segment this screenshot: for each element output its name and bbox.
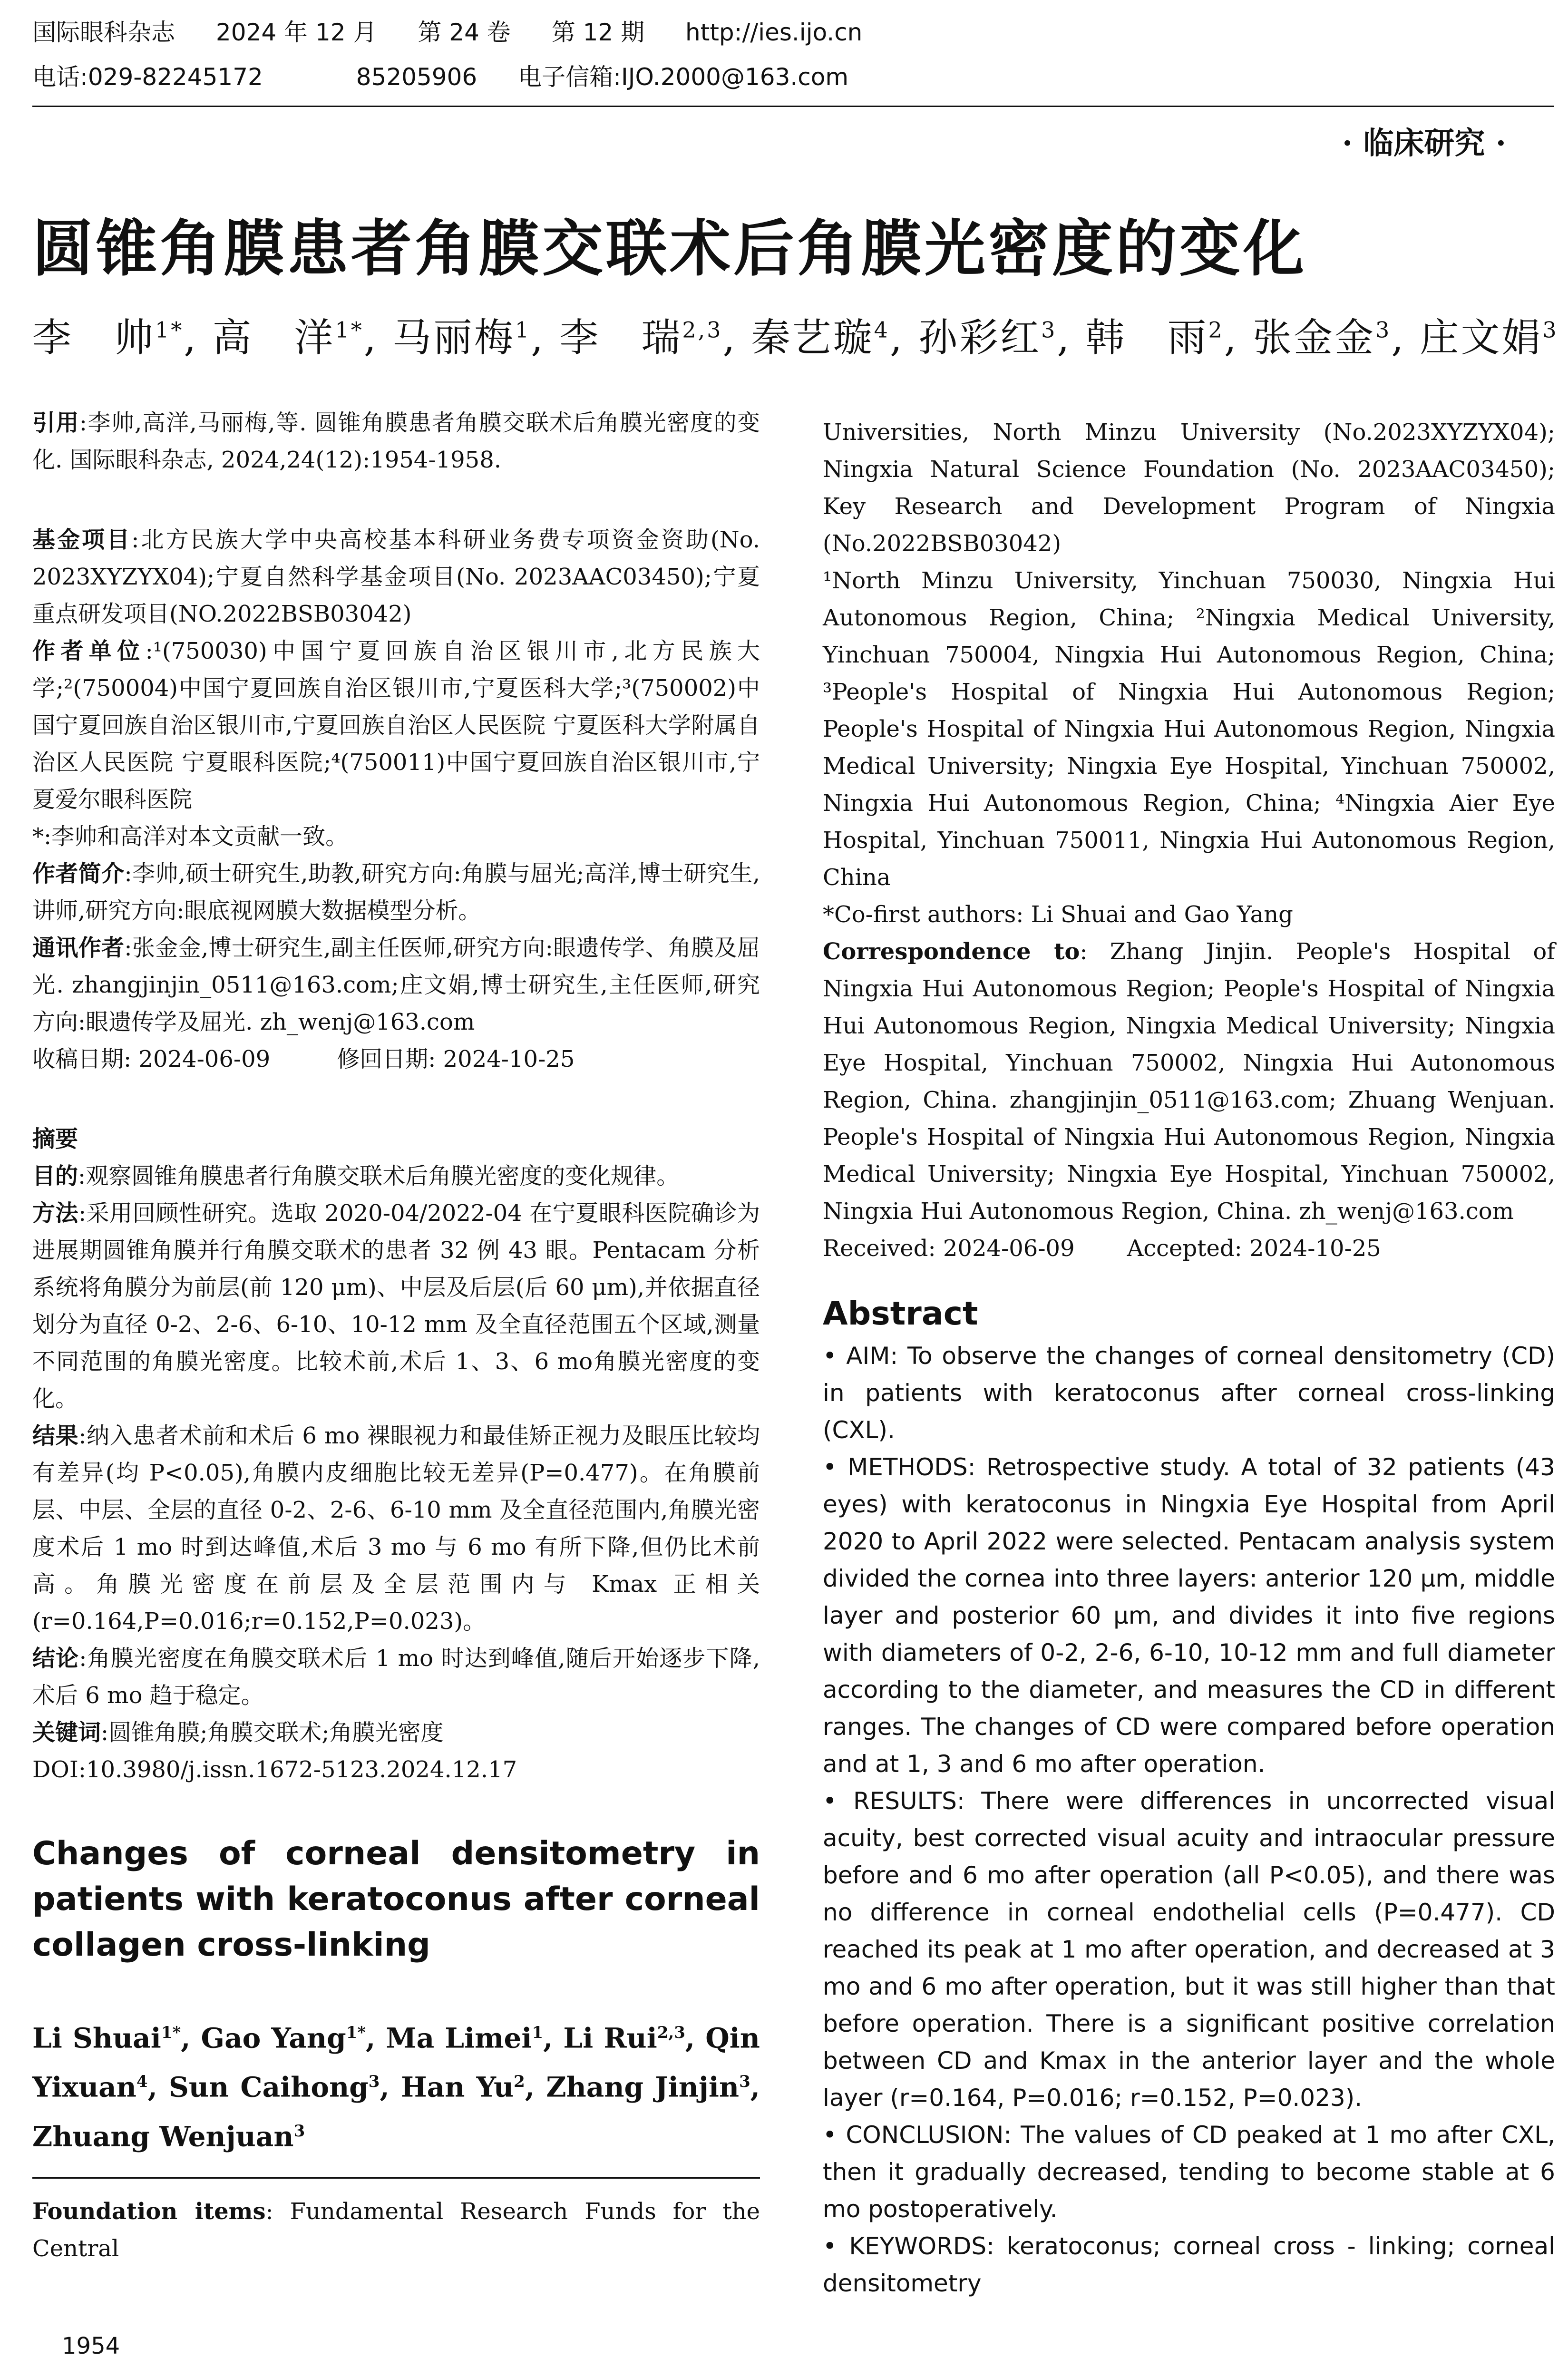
author-list-en: Li Shuai$^{1*}$, Gao Yang$^{1*}$, Ma Limei$^1$, Li Rui$^{2,3}$, Qin Yixuan$^4$, Sun Caihong$^3$, Han Yu$^2$, Zhang Jinjin$^3$, Zhuang Wenjuan$^3$ (32, 2022, 760, 2153)
corr-text: :张金金,博士研究生,副主任医师,研究方向:眼遗传学、角膜及屈光. zhangjinjin_0511@163.com;庄文娟,博士研究生,主任医师,研究方向:眼遗传学及屈光. zh_wenj@163.com (32, 935, 760, 1035)
affil-text: :¹(750030)中国宁夏回族自治区银川市,北方民族大学;²(750004)中国宁夏回族自治区银川市,宁夏医科大学;³(750002)中国宁夏回族自治区银川市,宁夏回族自治区人民医院 宁夏医科大学附属自治区人民医院 宁夏眼科医院;⁴(750011)中国宁夏回族自治区银川市,宁夏爱尔眼科医院 (32, 638, 760, 813)
results-text: :纳入患者术前和术后 6 mo 裸眼视力和最佳矫正视力及眼压比较均有差异(均 P<0.05),角膜内皮细胞比较无差异(P=0.477)。在角膜前层、中层、全层的直径 0-2、2-6、6-10 mm 及全直径范围内,角膜光密度术后 1 mo 时到达峰值,术后 3 mo 与 6 mo 有所下降,但仍比术前高。角膜光密度在前层及全层范围内与 Kmax 正相关(r=0.164,P=0.016;r=0.152,P=0.023)。 (32, 1422, 760, 1635)
revised-date: 修回日期: 2024-10-25 (337, 1046, 575, 1072)
author: 秦艺璇 (751, 315, 874, 360)
keywords-zh (32, 1714, 760, 1751)
author-en: Zhuang Wenjuan (32, 2120, 294, 2153)
corr-en-text: : Zhang Jinjin. People's Hospital of Ningxia Hui Autonomous Region; People's Hospital of Ningxia Hui Autonomous Region, Ningxia Medical University; Ningxia Eye Hospital, Yinchuan 750002, Ningxia Hui Autonomous Region, China. zhangjinjin_0511@163.com; Zhuang Wenjuan. People's Hospital of Ningxia Hui Autonomous Region, Ningxia Medical University; Ningxia Eye Hospital, Yinchuan 750002, Ningxia Hui Autonomous Region, China. zh_wenj@163.com (823, 938, 1556, 1225)
page-number: 1954 (62, 2333, 120, 2359)
corresponding (32, 929, 760, 1041)
affil-sup: 4 (136, 2072, 148, 2092)
keywords-text: :圆锥角膜;角膜交联术;角膜光密度 (101, 1719, 444, 1746)
journal-header-line1 (32, 17, 896, 48)
corr-label: 通讯作者 (32, 935, 125, 961)
conclusion-en: • CONCLUSION: The values of CD peaked at 1 mo after CXL, then it gradually decreased, tending to become stable at 6 mo postoperatively. (823, 2121, 1555, 2223)
aim-en: • AIM: To observe the changes of corneal densitometry (CD) in patients with keratoconus after corneal cross-linking (CXL). (823, 1342, 1555, 1444)
english-abstract (823, 1337, 1555, 2302)
received-date: 收稿日期: 2024-06-09 (32, 1046, 271, 1072)
citation (32, 404, 760, 478)
affil-sup: 1* (335, 317, 364, 343)
english-title: Changes of corneal densitometry in patients with keratoconus after corneal collagen cross-linking (32, 1835, 760, 1964)
issue-date: 2024 年 12 月 (215, 19, 377, 46)
section-tag: · 临床研究 · (1342, 126, 1506, 161)
citation-text: :李帅,高洋,马丽梅,等. 圆锥角膜患者角膜交联术后角膜光密度的变化. 国际眼科杂志, 2024,24(12):1954-1958. (32, 409, 760, 473)
abstract-title: Abstract (823, 1295, 978, 1333)
results-zh (32, 1417, 760, 1640)
author-en: Sun Caihong (169, 2071, 369, 2104)
affil-sup: 4 (874, 317, 890, 343)
methods-en: • METHODS: Retrospective study. A total of 32 patients (43 eyes) with keratoconus in Ningxia Eye Hospital from April 2020 to April 2022 were selected. Pentacam analysis system divided the cornea into three layers: anterior 120 μm, middle layer and posterior 60 μm, and divides it into five regions with diameters of 0-2, 2-6, 6-10, 10-12 mm and full diameter according to the diameter, and measures the CD in different ranges. The changes of CD were compared before operation and at 1, 3 and 6 mo after operation. (823, 1453, 1555, 1778)
affil-sup: 2 (1208, 317, 1224, 343)
foundation-text: : Fundamental Research Funds for the Central (32, 2198, 760, 2262)
author: 韩 雨 (1085, 315, 1208, 360)
author-en: Zhang Jinjin (546, 2071, 740, 2104)
affil-sup: 1 (532, 2023, 544, 2042)
affil-sup: 1 (515, 317, 531, 343)
header-rule (32, 106, 1554, 107)
keywords-en: • KEYWORDS: keratoconus; corneal cross - linking; corneal densitometry (823, 2232, 1555, 2297)
affil-sup: 3 (368, 2072, 380, 2092)
methods-zh (32, 1195, 760, 1417)
corr-en-label: Correspondence to (823, 938, 1080, 965)
affil-sup: 1* (161, 2023, 181, 2042)
doi[interactable]: DOI:10.3980/j.issn.1672-5123.2024.12.17 (32, 1756, 517, 1783)
abstract-heading (32, 1120, 760, 1158)
affil-sup: 3 (1041, 317, 1057, 343)
email[interactable]: 电子信箱:IJO.2000@163.com (518, 63, 849, 91)
conclusion-label: 结论 (32, 1645, 79, 1672)
affil-sup: 1* (346, 2023, 366, 2042)
methods-label: 方法 (32, 1200, 79, 1227)
methods-text: :采用回顾性研究。选取 2020-04/2022-04 在宁夏眼科医院确诊为进展期圆锥角膜并行角膜交联术的患者 32 例 43 眼。Pentacam 分析系统将角膜分为前层(前 120 μm)、中层及后层(后 60 μm),并依据直径划分为直径 0-2、2-6、6-10、10-12 mm 及全直径范围五个区域,测量不同范围的角膜光密度。比较术前,术后 1、3、6 mo角膜光密度的变化。 (32, 1200, 760, 1412)
results-en: • RESULTS: There were differences in uncorrected visual acuity, best corrected visual acuity and intraocular pressure before and 6 mo after operation (all P<0.05), and there was no difference in corneal endothelial cells (P=0.477). CD reached its peak at 1 mo after operation, and decreased at 3 mo and 6 mo after operation, but it was still higher than that before operation. There is a significant positive correlation between CD and Kmax in the anterior layer and the whole layer (r=0.164, P=0.016; r=0.152, P=0.023). (823, 1787, 1555, 2112)
abstract-heading-text: 摘要 (32, 1126, 78, 1152)
fund (32, 521, 760, 633)
author: 高 洋 (212, 315, 335, 360)
author-en: Han Yu (400, 2071, 514, 2104)
foundation-label: Foundation items (32, 2198, 266, 2225)
affiliation-en: ¹North Minzu University, Yinchuan 750030, Ningxia Hui Autonomous Region, China; ²Ningxia Medical University, Yinchuan 750004, Ningxia Hui Autonomous Region, China; ³People's Hospital of Ningxia Hui Autonomous Region; People's Hospital of Ningxia Hui Autonomous Region, Ningxia Medical University; Ningxia Eye Hospital, Yinchuan 750002, Ningxia Hui Autonomous Region, China; ⁴Ningxia Aier Eye Hospital, Yinchuan 750011, Ningxia Hui Autonomous Region, China (823, 567, 1555, 891)
author-list-zh: 李 帅$^{1*}$, 高 洋$^{1*}$, 马丽梅$^1$, 李 瑞$^{2,3}$, 秦艺璇$^4$, 孙彩红$^3$, 韩 雨$^2$, 张金金$^3$, 庄文娟$^3$ (32, 315, 1558, 360)
dates-en (823, 1230, 1555, 1267)
aim-label: 目的 (32, 1163, 78, 1189)
affil-sup: 2,3 (682, 317, 723, 343)
dates (32, 1041, 760, 1078)
divider (32, 2177, 760, 2179)
conclusion-zh (32, 1640, 760, 1714)
affil-sup: 3 (293, 2121, 305, 2141)
phone2: 85205906 (356, 63, 477, 91)
affil-sup: 2,3 (657, 2023, 685, 2042)
affil-sup: 3 (739, 2072, 750, 2092)
author-en: Qin Yixuan (32, 2022, 760, 2104)
journal-header-line2 (32, 62, 882, 92)
volume: 第 24 卷 (418, 19, 511, 46)
conclusion-text: :角膜光密度在角膜交联术后 1 mo 时达到峰值,随后开始逐步下降,术后 6 mo 趋于稳定。 (32, 1645, 760, 1709)
keywords-label: 关键词 (32, 1719, 101, 1746)
cofirst-en: *Co-first authors: Li Shuai and Gao Yang (823, 901, 1293, 928)
author-en: Li Shuai (32, 2022, 161, 2055)
right-column (823, 414, 1555, 2302)
affil-sup: 3 (1375, 317, 1392, 343)
author: 李 帅 (32, 315, 156, 360)
journal-name: 国际眼科杂志 (32, 19, 175, 46)
phone: 电话:029-82245172 (32, 63, 263, 91)
fund-text: :北方民族大学中央高校基本科研业务费专项资金资助(No. 2023XYZYX04);宁夏自然科学基金项目(No. 2023AAC03450);宁夏重点研发项目(NO.2022BSB03042) (32, 526, 760, 627)
foundation-en-cont: Universities, North Minzu University (No.2023XYZYX04); Ningxia Natural Science Foundation (No. 2023AAC03450); Key Research and Development Program of Ningxia (No.2022BSB03042) (823, 419, 1555, 557)
issue: 第 12 期 (551, 19, 645, 46)
bio-label: 作者简介 (32, 860, 125, 887)
received-en: Received: 2024-06-09 (823, 1235, 1075, 1262)
author-en: Li Rui (563, 2022, 657, 2055)
aim-zh (32, 1158, 760, 1195)
author: 孙彩红 (918, 315, 1042, 360)
affiliation (32, 633, 760, 818)
accepted-en: Accepted: 2024-10-25 (1127, 1235, 1381, 1262)
author: 马丽梅 (392, 315, 515, 360)
bio-text: :李帅,硕士研究生,助教,研究方向:角膜与屈光;高洋,博士研究生,讲师,研究方向:眼底视网膜大数据模型分析。 (32, 860, 760, 924)
affil-label: 作者单位 (32, 638, 146, 664)
cofirst-note: *:李帅和高洋对本文贡献一致。 (32, 823, 349, 850)
author: 庄文娟 (1420, 315, 1543, 360)
author-en: Gao Yang (201, 2022, 346, 2055)
affil-sup: 3 (1542, 317, 1558, 343)
citation-label: 引用 (32, 409, 79, 436)
correspondence-en (823, 933, 1555, 1230)
affil-sup: 2 (514, 2072, 525, 2092)
author-bio (32, 855, 760, 929)
affil-sup: 1* (155, 317, 184, 343)
left-column (32, 404, 760, 2267)
paper-title: 圆锥角膜患者角膜交联术后角膜光密度的变化 (32, 214, 1307, 284)
author: 李 瑞 (559, 315, 682, 360)
aim-text: :观察圆锥角膜患者行角膜交联术后角膜光密度的变化规律。 (78, 1163, 680, 1189)
journal-url[interactable]: http://ies.ijo.cn (685, 19, 863, 46)
fund-label: 基金项目 (32, 526, 132, 553)
results-label: 结果 (32, 1422, 79, 1449)
foundation-en (32, 2193, 760, 2267)
author: 张金金 (1252, 315, 1375, 360)
author-en: Ma Limei (386, 2022, 532, 2055)
